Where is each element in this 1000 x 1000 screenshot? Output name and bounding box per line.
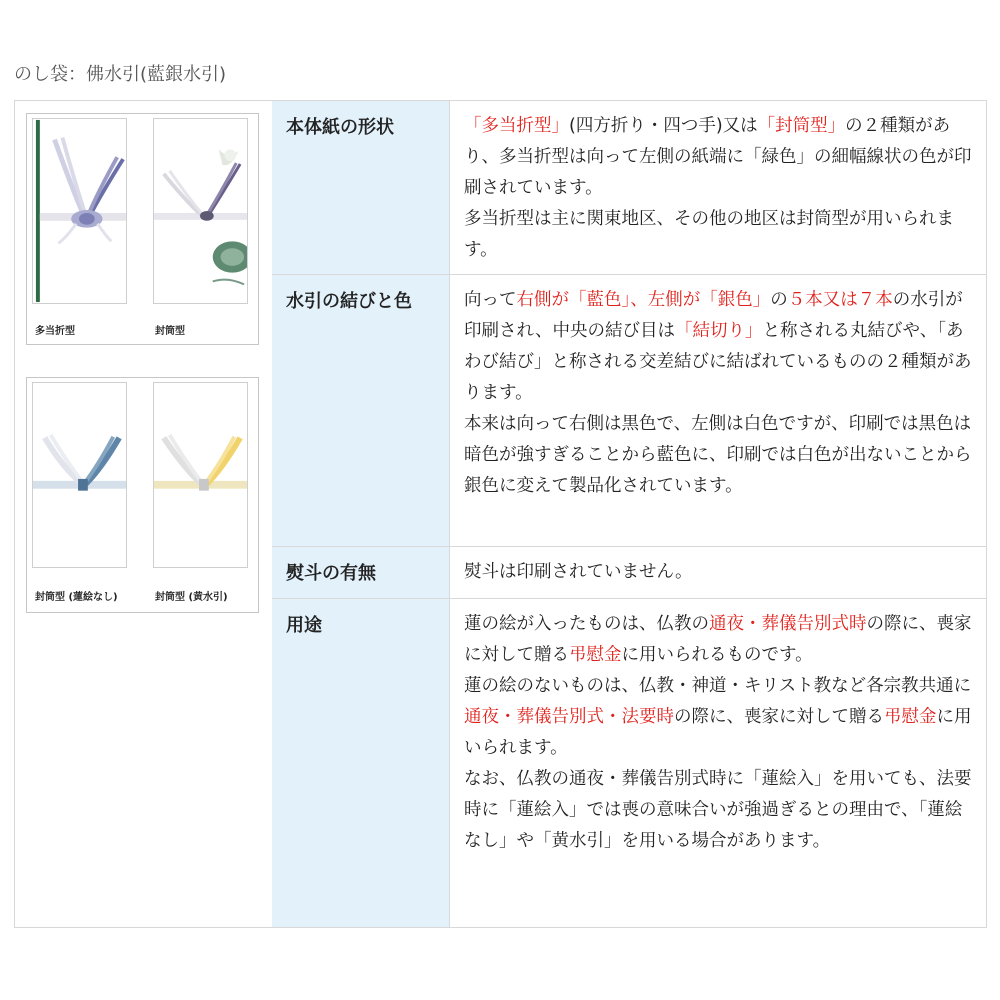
highlight-text: 「多当折型」 <box>464 116 569 136</box>
body-text: 本来は向って右側は黒色で、左側は白色ですが、印刷では黒色は暗色が強すぎることから藍色に、印刷では白色が出ないことから銀色に変えて製品化されています。 <box>464 414 972 496</box>
row-paragraph <box>464 285 972 409</box>
product-info-layout <box>14 100 987 928</box>
envelope-with-lotus-image <box>153 118 248 304</box>
envelope-yellow-label: 封筒型 (黄水引) <box>155 592 228 603</box>
green-stripe-mark <box>36 120 40 302</box>
body-text: の <box>770 290 788 310</box>
body-text: の２種類があり、多当折型は向って左側の紙端に「緑色」の細幅線状の色が印刷されています。 <box>464 116 972 198</box>
row-header-knot-color: 水引の結びと色 <box>272 275 450 546</box>
row-paragraph <box>464 557 972 588</box>
image-group-with-lotus <box>26 113 259 345</box>
yellow-silver-envelope-icon <box>154 383 247 567</box>
body-text: に用いられます。 <box>464 707 972 758</box>
row-body-noshi <box>450 547 986 598</box>
spec-table <box>272 101 986 927</box>
body-text: 向って <box>464 290 517 310</box>
row-header-usage: 用途 <box>272 599 450 927</box>
highlight-text: 弔慰金 <box>884 707 937 727</box>
table-row <box>272 546 986 598</box>
highlight-text: 右側が「藍色」、左側が「銀色」 <box>516 290 771 310</box>
body-text: の際に、喪家に対して贈る <box>674 707 884 727</box>
image-group-without-lotus <box>26 377 259 613</box>
highlight-text: 通夜・葬儀告別式時 <box>709 614 867 634</box>
image-panel <box>15 101 273 927</box>
body-text: 熨斗は印刷されていません。 <box>464 562 693 582</box>
row-paragraph <box>464 609 972 671</box>
tatou-fold-envelope-image <box>32 118 127 304</box>
body-text: に用いられるものです。 <box>621 645 813 665</box>
table-row <box>272 101 986 274</box>
row-body-shape <box>450 101 986 274</box>
tatou-fold-label: 多当折型 <box>35 326 75 337</box>
envelope-yellow-image <box>153 382 248 568</box>
highlight-text: 「結切り」 <box>675 321 763 341</box>
highlight-text: 「封筒型」 <box>757 116 846 136</box>
body-text: の際に、喪家に対して贈る <box>464 614 972 665</box>
page-title: のし袋：佛水引(藍銀水引) <box>14 64 227 85</box>
row-paragraph <box>464 204 972 266</box>
body-text: 蓮の絵のないものは、仏教・神道・キリスト教など各宗教共通に <box>464 676 972 696</box>
row-body-knot-color <box>450 275 986 546</box>
row-paragraph <box>464 111 972 204</box>
envelope-no-lotus-image <box>32 382 127 568</box>
body-text: と称される丸結びや、「あわび結び」と称される交差結びに結ばれているものの２種類があります。 <box>464 321 972 403</box>
row-body-usage <box>450 599 986 927</box>
indigo-silver-envelope-icon <box>33 383 126 567</box>
highlight-text: 通夜・葬儀告別式・法要時 <box>464 707 674 727</box>
envelope-no-lotus-label: 封筒型 (蓮絵なし) <box>35 592 118 603</box>
row-header-noshi: 熨斗の有無 <box>272 547 450 598</box>
highlight-text: ５本又は７本 <box>787 290 893 310</box>
table-row <box>272 598 986 927</box>
row-header-shape: 本体紙の形状 <box>272 101 450 274</box>
highlight-text: 弔慰金 <box>569 645 622 665</box>
body-text: (四方折り・四つ手)又は <box>569 116 758 136</box>
body-text: 蓮の絵が入ったものは、仏教の <box>464 614 709 634</box>
lotus-envelope-icon <box>154 119 247 303</box>
body-text: の水引が印刷され、中央の結び目は <box>464 290 963 341</box>
table-row <box>272 274 986 546</box>
lotus-envelope-label: 封筒型 <box>155 326 185 337</box>
tatou-fold-envelope-icon <box>33 119 126 303</box>
body-text: なお、仏教の通夜・葬儀告別式時に「蓮絵入」を用いても、法要時に「蓮絵入」では喪の意味合いが強過ぎるとの理由で、「蓮絵なし」や「黄水引」を用いる場合があります。 <box>464 769 972 851</box>
row-paragraph <box>464 409 972 502</box>
row-paragraph <box>464 671 972 764</box>
body-text: 多当折型は主に関東地区、その他の地区は封筒型が用いられます。 <box>464 209 954 260</box>
row-paragraph <box>464 764 972 857</box>
